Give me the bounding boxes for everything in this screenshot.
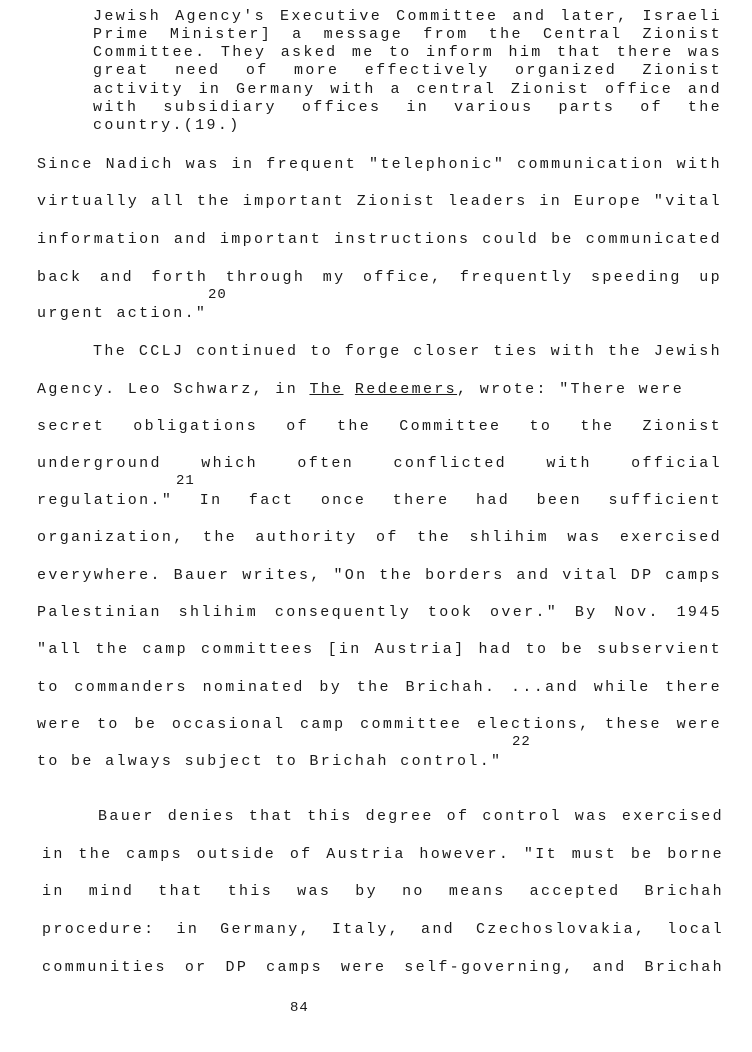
book-title: The xyxy=(309,381,344,398)
text-line: in mind that this was by no means accepted Brichah xyxy=(42,883,724,900)
quote-line: country.(19.) xyxy=(93,117,241,134)
text-line: procedure: in Germany, Italy, and Czechoslovakia, local xyxy=(42,921,724,938)
text-line: virtually all the important Zionist leaders in Europe "vital xyxy=(37,193,722,210)
quote-line: activity in Germany with a central Zionist office and xyxy=(93,81,722,98)
text-line: Bauer denies that this degree of control was exercised xyxy=(98,808,724,825)
quote-line: Jewish Agency's Executive Committee and later, Israeli xyxy=(93,8,722,25)
text-line: were to be occasional camp committee elections, these were xyxy=(37,716,722,733)
text-line: everywhere. Bauer writes, "On the borders and vital DP camps xyxy=(37,567,722,584)
quote-line: great need of more effectively organized Zionist xyxy=(93,62,722,79)
text-line: secret obligations of the Committee to the Zionist xyxy=(37,418,722,435)
text-line: in the camps outside of Austria however. "It must be borne xyxy=(42,846,724,863)
quote-line: Committee. They asked me to inform him that there was xyxy=(93,44,722,61)
text-line xyxy=(37,381,722,399)
text-line: back and forth through my office, frequently speeding up xyxy=(37,269,722,286)
text-line: information and important instructions could be communicated xyxy=(37,231,722,248)
quote-line: Prime Minister] a message from the Central Zionist xyxy=(93,26,722,43)
text-line: Since Nadich was in frequent "telephonic" communication with xyxy=(37,156,722,173)
text-line: "all the camp committees [in Austria] had to be subservient xyxy=(37,641,722,658)
text-span: , wrote: "There were xyxy=(457,381,685,398)
footnote-marker: 21 xyxy=(176,473,195,489)
book-title: Redeemers xyxy=(354,381,458,398)
text-line: to commanders nominated by the Brichah. ...and while there xyxy=(37,679,722,696)
text-span: Agency. Leo Schwarz, in xyxy=(37,381,299,398)
text-line: Palestinian shlihim consequently took over." By Nov. 1945 xyxy=(37,604,722,621)
text-line: urgent action." xyxy=(37,305,208,322)
footnote-marker: 22 xyxy=(512,734,531,750)
text-line: underground which often conflicted with official xyxy=(37,455,722,472)
text-line: regulation." In fact once there had been sufficient xyxy=(37,492,722,509)
text-line: to be always subject to Brichah control." xyxy=(37,753,503,770)
quote-line: with subsidiary offices in various parts of the xyxy=(93,99,722,116)
text-line: communities or DP camps were self-governing, and Brichah xyxy=(42,959,724,976)
text-line: organization, the authority of the shlihim was exercised xyxy=(37,529,722,546)
footnote-marker: 20 xyxy=(208,287,227,303)
text-line: The CCLJ continued to forge closer ties with the Jewish xyxy=(93,343,722,360)
page-number: 84 xyxy=(290,1000,309,1016)
